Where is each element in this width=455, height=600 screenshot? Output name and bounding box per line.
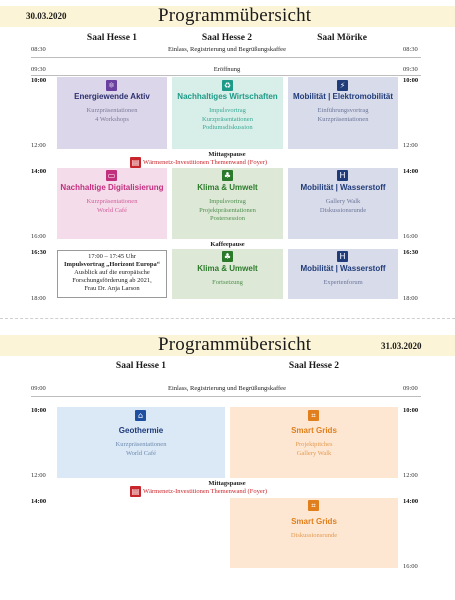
day1-einlass: Einlass, Registrierung und Begrüßungskaffee bbox=[168, 46, 286, 53]
tree-icon: ♣ bbox=[223, 252, 232, 261]
day1-line bbox=[31, 75, 421, 76]
session-title: Nachhaltiges Wirtschaften bbox=[177, 92, 278, 101]
session-detail: Fortsetzung bbox=[212, 279, 243, 287]
impuls-time: 17:00 – 17:45 Uhr bbox=[88, 253, 136, 260]
day2-page-title: Programmübersicht bbox=[158, 334, 312, 355]
info-wall-icon: ▤ bbox=[131, 158, 140, 167]
day1-time-1630-right: 16:30 bbox=[403, 249, 419, 256]
session-detail: Podiumsdiskussion bbox=[202, 123, 253, 131]
day1-time-0830-right: 08:30 bbox=[403, 46, 418, 53]
session-title: Energiewende Aktiv bbox=[74, 92, 150, 101]
session-detail: Kurzpräsentationen bbox=[86, 198, 138, 206]
day2-time-0900-right: 09:00 bbox=[403, 385, 418, 392]
day2-hall-hesse1: Saal Hesse 1 bbox=[115, 361, 167, 371]
impuls-line: Ausblick auf die europäische bbox=[74, 269, 150, 276]
day2-time-1400-right: 14:00 bbox=[403, 498, 419, 505]
session-detail: Kurzpräsentationen bbox=[317, 115, 369, 123]
day1-date: 30.03.2020 bbox=[26, 11, 67, 21]
day1-time-0830-left: 08:30 bbox=[31, 46, 46, 53]
day1-kaffeepause: Kaffeepause bbox=[210, 241, 245, 248]
day1-time-0930-right: 09:30 bbox=[403, 66, 418, 73]
day2-line bbox=[31, 396, 421, 397]
day1-time-1600-left: 16:00 bbox=[31, 233, 46, 240]
laptop-icon: ▭ bbox=[107, 171, 116, 180]
day2-waermenetz: Wärmenetz-Investitionen Themenwand (Foyer) bbox=[143, 488, 268, 495]
page-divider bbox=[0, 318, 455, 319]
day2-mittagspause: Mittagspause bbox=[208, 480, 246, 487]
day1-time-1200-left: 12:00 bbox=[31, 142, 46, 149]
hydrogen-icon: H bbox=[337, 251, 348, 262]
day1-time-1800-right: 18:00 bbox=[403, 295, 418, 302]
day1-hall-hesse2: Saal Hesse 2 bbox=[201, 33, 253, 43]
session-detail: Postersession bbox=[209, 214, 246, 222]
day2-time-1400-left: 14:00 bbox=[31, 498, 47, 505]
session-title: Nachhaltige Digitalisierung bbox=[60, 183, 164, 192]
day1-mittagspause: Mittagspause bbox=[208, 151, 246, 158]
day2-time-1000-right: 10:00 bbox=[403, 407, 419, 414]
recycle-icon: ♻ bbox=[223, 81, 232, 90]
smart-grid-icon: ⌗ bbox=[308, 500, 319, 511]
day1-time-1000-right: 10:00 bbox=[403, 77, 419, 84]
impuls-line: Forschungsförderung ab 2021, bbox=[72, 277, 152, 284]
session-detail: Expertenforum bbox=[323, 279, 363, 287]
day1-time-1000-left: 10:00 bbox=[31, 77, 47, 84]
day1-time-1630-left: 16:30 bbox=[31, 249, 47, 256]
session-title: Mobilität | Elektromobilität bbox=[292, 92, 394, 101]
smart-grid-icon: ⌗ bbox=[308, 410, 319, 421]
session-title: Smart Grids bbox=[291, 426, 337, 435]
day1-hall-moerike: Saal Mörike bbox=[317, 33, 367, 43]
day2-hall-hesse2: Saal Hesse 2 bbox=[288, 361, 340, 371]
session-detail: Diskussionsrunde bbox=[290, 532, 338, 540]
session-title: Mobilität | Wasserstoff bbox=[300, 183, 386, 192]
day2-time-0900-left: 09:00 bbox=[31, 385, 46, 392]
impulsvortrag-horizont-europa[interactable] bbox=[57, 250, 167, 298]
day1-time-0930-left: 09:30 bbox=[31, 66, 46, 73]
day2-time-1600-right: 16:00 bbox=[403, 563, 418, 570]
day1-time-1400-left: 14:00 bbox=[31, 168, 47, 175]
day1-time-1200-right: 12:00 bbox=[403, 142, 418, 149]
day2-einlass: Einlass, Registrierung und Begrüßungskaffee bbox=[168, 385, 286, 392]
session-detail: Impulsvortrag bbox=[209, 198, 246, 206]
session-detail: Diskussionsrunde bbox=[319, 206, 367, 214]
session-detail: Kurzpräsentationen bbox=[202, 115, 253, 123]
session-detail: Gallery Walk bbox=[296, 449, 332, 457]
info-wall-icon: ▤ bbox=[131, 487, 140, 496]
session-detail: Impulsvortrag bbox=[209, 107, 246, 115]
session-detail: Gallery Walk bbox=[325, 198, 361, 206]
session-detail: World Café bbox=[97, 206, 127, 214]
day2-time-1200-right: 12:00 bbox=[403, 472, 418, 479]
day2-time-1200-left: 12:00 bbox=[31, 472, 46, 479]
impuls-title: Impulsvortrag „Horizont Europa“ bbox=[64, 261, 160, 268]
session-detail: Projektpräsentationen bbox=[199, 206, 256, 214]
session-detail: Kurzpräsentationen bbox=[115, 441, 167, 449]
hydrogen-icon: H bbox=[337, 170, 348, 181]
day1-hall-hesse1: Saal Hesse 1 bbox=[86, 33, 138, 43]
ev-charging-icon: ⚡ bbox=[337, 80, 348, 91]
day1-time-1600-right: 16:00 bbox=[403, 233, 418, 240]
day1-waermenetz: Wärmenetz-Investitionen Themenwand (Foyer) bbox=[143, 159, 268, 166]
day1-page-title: Programmübersicht bbox=[158, 5, 312, 26]
day1-time-1800-left: 18:00 bbox=[31, 295, 46, 302]
day1-time-1400-right: 14:00 bbox=[403, 168, 419, 175]
day2-time-1000-left: 10:00 bbox=[31, 407, 47, 414]
session-detail: 4 Workshops bbox=[95, 115, 129, 123]
session-title: Klima & Umwelt bbox=[197, 264, 258, 273]
session-title: Smart Grids bbox=[291, 517, 337, 526]
day1-line bbox=[31, 57, 421, 58]
impuls-line: Frau Dr. Anja Larson bbox=[84, 285, 140, 292]
session-title: Klima & Umwelt bbox=[197, 183, 258, 192]
tree-icon: ♣ bbox=[223, 171, 232, 180]
day1-eroeffnung: Eröffnung bbox=[213, 66, 241, 73]
energy-icon: ⚛ bbox=[107, 81, 116, 90]
session-detail: Einführungsvortrag bbox=[317, 107, 369, 115]
session-title: Geothermie bbox=[118, 426, 164, 435]
session-title: Mobilität | Wasserstoff bbox=[300, 264, 386, 273]
day2-date: 31.03.2020 bbox=[381, 341, 422, 351]
session-detail: Projektpitches bbox=[295, 441, 333, 449]
session-detail: World Café bbox=[126, 449, 156, 457]
session-detail: Kurzpräsentationen bbox=[86, 107, 138, 115]
geothermal-icon: ⌂ bbox=[135, 410, 146, 421]
